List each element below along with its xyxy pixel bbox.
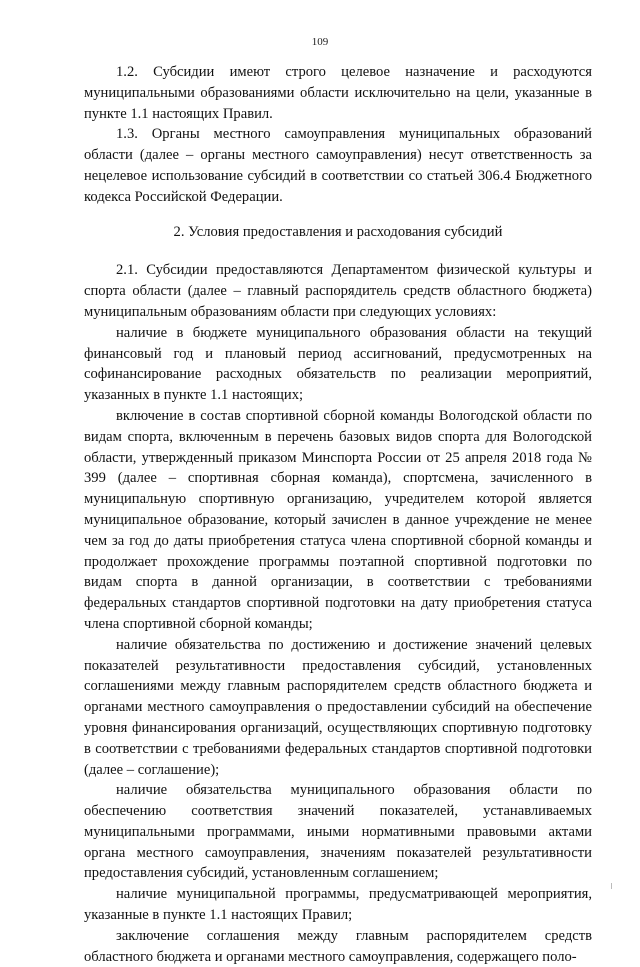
page-number: 109	[311, 36, 329, 48]
condition-municipal-program: наличие муниципальной программы, предусматривающей мероприятия, указанные в пункте 1.1 настоящих Правил;	[84, 886, 592, 924]
condition-budget-allocation: наличие в бюджете муниципального образования области на текущий финансовый год и плановый период ассигнований, предусмотренных на софинансирование расходных обязательств по реализации мероприятий, указанных в пункте 1.1 настоящих;	[84, 324, 592, 404]
condition-target-indicators: наличие обязательства по достижению и достижение значений целевых показателей результативности предоставления субсидий, установленных соглашениями между главным распорядителем средств областного бюджета и органами местного самоуправления о предоставлении субсидий на обеспечение уровня финансирования организаций, осуществляющих спортивную подготовку в соответствии с требованиями федеральных стандартов спортивной подготовки (далее – соглашение);	[84, 636, 592, 778]
condition-team-inclusion: включение в состав спортивной сборной команды Вологодской области по видам спорта, включенным в перечень базовых видов спорта для Вологодской области, утвержденный приказом Минспорта России от 25 апреля 2018 года № 399 (далее – спортивная сборная команда), спортсмена, зачисленного в муниципальную спортивную организацию, учредителем которой является муниципальное образование, который зачислен в данное учреждение не менее чем за год до даты приобретения статуса члена спортивной сборной команды и продолжает прохождение программы поэтапной спортивной подготовки по видам спорта в данной организации, в соответствии с требованиями федеральных стандартов спортивной подготовки на дату приобретения статуса члена спортивной сборной команды;	[84, 407, 592, 632]
condition-indicator-compliance: наличие обязательства муниципального образования области по обеспечению соответствия значений показателей, устанавливаемых муниципальными программами, иными нормативными правовыми актами органа местного самоуправления, значениям показателей результативности предоставления субсидий, установленным соглашением;	[84, 782, 592, 882]
paragraph-1-2: 1.2. Субсидии имеют строго целевое назначение и расходуются муниципальными образованиями области исключительно на цели, указанные в пункте 1.1 настоящих Правил.	[84, 64, 592, 122]
paragraph-2-1: 2.1. Субсидии предоставляются Департаментом физической культуры и спорта области (далее – главный распорядитель средств областного бюджета) муниципальным образованиям области при следующих условиях:	[84, 262, 592, 320]
scan-mark	[611, 883, 612, 889]
paragraph-1-3: 1.3. Органы местного самоуправления муниципальных образований области (далее – органы местного самоуправления) несут ответственность за нецелевое использование субсидий в соответствии со статьей 306.4 Бюджетного кодекса Российской Федерации.	[84, 126, 592, 205]
section-heading: 2. Условия предоставления и расходования субсидий	[173, 223, 503, 240]
document-body	[84, 62, 592, 967]
condition-agreement: заключение соглашения между главным распорядителем средств областного бюджета и органами местного самоуправления, содержащего поло-	[84, 927, 592, 965]
